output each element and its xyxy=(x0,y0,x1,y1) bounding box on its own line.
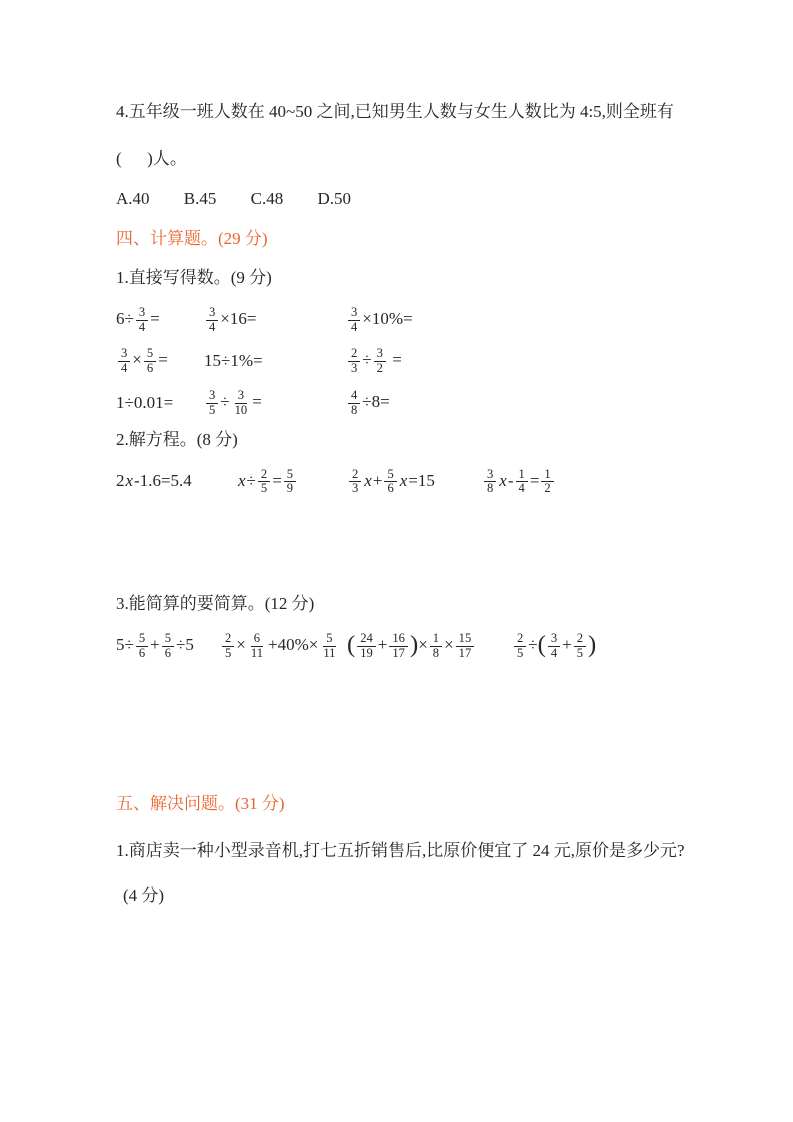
option-d: D.50 xyxy=(317,188,351,208)
simplify-title: 3.能简算的要简算。(12 分) xyxy=(116,594,315,614)
math-expression: 15÷1%= xyxy=(204,351,263,371)
option-a: A.40 xyxy=(116,188,150,208)
simplify-expression: $\frac{2}{5}$ × $\frac{6}{11}$ +40%× $\frac{5}{11}$ xyxy=(220,632,347,661)
section-4-heading: 四、计算题。(29 分) xyxy=(116,228,268,248)
simplify-row xyxy=(116,632,703,661)
math-expression: $\frac{3}{4}$ ×10%= xyxy=(346,306,703,335)
question-4-options xyxy=(116,188,703,211)
math-expression: 6÷ $\frac{3}{4}$ = xyxy=(116,304,160,334)
equation: $\frac{3}{8}$ x- $\frac{1}{4}$ = $\frac{1}{2}$ xyxy=(482,468,556,497)
word-problem-1-score: (4 分) xyxy=(123,885,165,905)
equations-row xyxy=(116,468,703,497)
equation: 2x-1.6=5.4 xyxy=(116,471,192,491)
simplify-expression: 5÷ $\frac{5}{6}$ + $\frac{5}{6}$ ÷5 xyxy=(116,631,194,661)
math-expression: $\frac{3}{5}$ ÷ $\frac{3}{10}$ = xyxy=(204,389,346,418)
math-expression: $\frac{2}{3}$ ÷ $\frac{3}{2}$ = xyxy=(346,347,703,376)
option-b: B.45 xyxy=(183,188,217,208)
section-5-heading: 五、解决问题。(31 分) xyxy=(116,793,285,813)
simplify-expression: ( $\frac{24}{19}$ + $\frac{16}{17}$ )× $\frac{1}{8}$ × $\frac{15}{17}$ xyxy=(347,632,512,661)
equation: $\frac{2}{3}$ x+ $\frac{5}{6}$ x=15 xyxy=(347,468,482,497)
equations-title: 2.解方程。(8 分) xyxy=(116,429,238,449)
question-4-answer-blank: ( )人。 xyxy=(116,148,187,168)
math-expression: 1÷0.01= xyxy=(116,392,174,412)
equation: x÷ $\frac{2}{5}$ = $\frac{5}{9}$ xyxy=(237,468,347,497)
question-4-text: 4.五年级一班人数在 40~50 之间,已知男生人数与女生人数比为 4:5,则全班有 xyxy=(116,102,674,121)
option-c: C.48 xyxy=(250,188,284,208)
math-expression: $\frac{3}{4}$ ×16= xyxy=(204,306,346,335)
word-problem-1: 1.商店卖一种小型录音机,打七五折销售后,比原价便宜了 24 元,原价是多少元? xyxy=(116,840,685,860)
direct-calc-grid xyxy=(116,306,703,418)
math-expression: $\frac{3}{4}$ × $\frac{5}{6}$ = xyxy=(116,347,204,376)
direct-calc-title: 1.直接写得数。(9 分) xyxy=(116,267,272,287)
math-expression: $\frac{4}{8}$ ÷8= xyxy=(346,389,703,418)
simplify-expression: $\frac{2}{5}$ ÷( $\frac{3}{4}$ + $\frac{2}{5}$ ) xyxy=(512,632,596,661)
